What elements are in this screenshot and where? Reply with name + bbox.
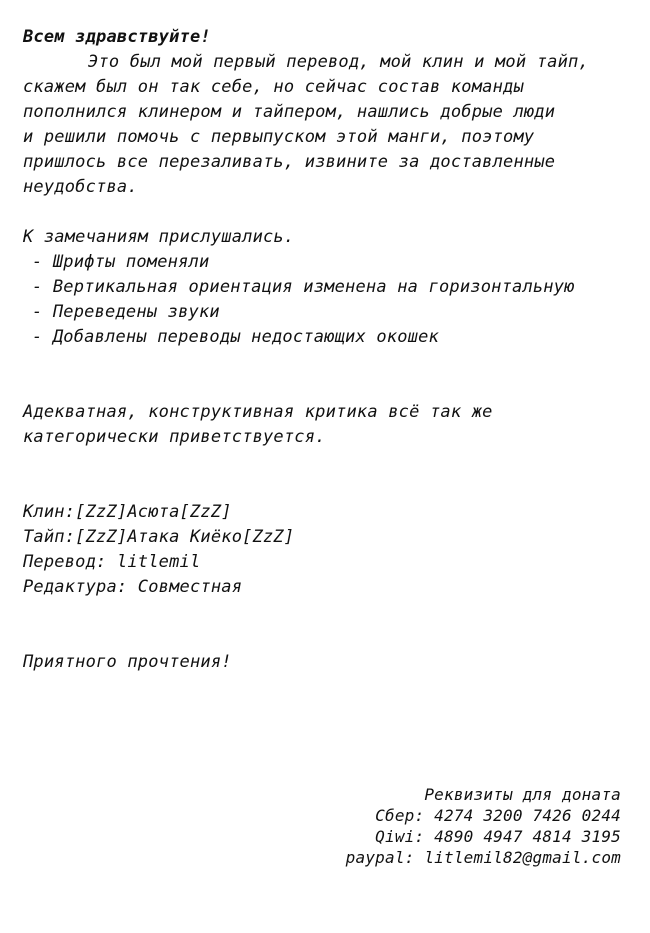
closing-text: Приятного прочтения! bbox=[23, 652, 232, 672]
remark-item: - Шрифты поменяли bbox=[32, 252, 210, 272]
intro-line: и решили помочь с первыпуском этой манги, поэтому bbox=[23, 127, 535, 147]
credit-cleaning: Клин:[ZzZ]Асюта[ZzZ] bbox=[23, 502, 232, 522]
intro-line: скажем был он так себе, но сейчас состав команды bbox=[23, 77, 524, 97]
criticism-line: Адекватная, конструктивная критика всё так же bbox=[23, 402, 493, 422]
remark-item: - Добавлены переводы недостающих окошек bbox=[32, 327, 439, 347]
criticism-line: категорически приветствуется. bbox=[23, 427, 326, 447]
credit-typesetting: Тайп:[ZzZ]Атака Киёко[ZzZ] bbox=[23, 527, 295, 547]
remark-item: - Переведены звуки bbox=[32, 302, 220, 322]
remark-item: - Вертикальная ориентация изменена на горизонтальную bbox=[32, 277, 575, 297]
intro-line: неудобства. bbox=[23, 177, 138, 197]
intro-line: пришлось все перезаливать, извините за доставленные bbox=[23, 152, 556, 172]
donation-paypal: paypal: litlemil82@gmail.com bbox=[345, 848, 621, 867]
credit-translation: Перевод: litlemil bbox=[23, 552, 201, 572]
credit-editing: Редактура: Совместная bbox=[23, 577, 243, 597]
intro-line: пополнился клинером и тайпером, нашлись добрые люди bbox=[23, 102, 556, 122]
donation-sber: Сбер: 4274 3200 7426 0244 bbox=[375, 806, 621, 825]
donation-qiwi: Qiwi: 4890 4947 4814 3195 bbox=[375, 827, 621, 846]
intro-line: Это был мой первый перевод, мой клин и мой тайп, bbox=[88, 52, 589, 72]
remarks-heading: К замечаниям прислушались. bbox=[23, 227, 295, 247]
donation-heading: Реквизиты для доната bbox=[424, 785, 621, 804]
greeting: Всем здравствуйте! bbox=[23, 27, 211, 47]
